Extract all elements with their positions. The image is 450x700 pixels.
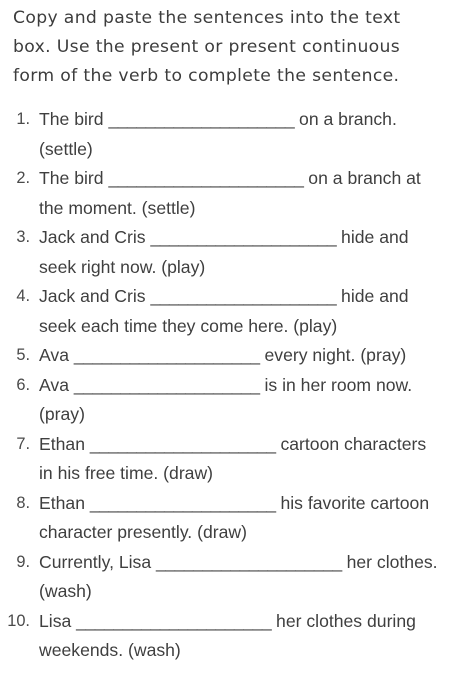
sentence-start: The bird [39,109,109,129]
exercise-item [0,548,450,607]
sentence-start: Jack and Cris [39,227,151,247]
answer-blank: ____________________ [73,374,260,395]
sentence-end: her clothes during weekends. (wash) [39,610,416,660]
item-number: 3. [16,228,30,246]
sentence-start: Ava [39,374,74,395]
exercise-item [0,164,450,223]
answer-blank: ____________________ [89,492,276,513]
sentence-end: is in her room now. (pray) [39,374,413,424]
sentence-end: every night. (pray) [259,345,407,365]
item-number: 6. [16,375,30,394]
sentence-start: Ethan [39,433,90,454]
exercise-item [0,282,450,341]
answer-blank: ____________________ [156,551,342,572]
answer-blank: ____________________ [89,433,276,454]
sentence-start: The bird [39,168,109,188]
exercise-item [0,223,450,282]
sentence-end: her clothes. (wash) [39,551,438,601]
sentence-end: cartoon characters in his free time. (draw) [39,433,427,483]
answer-blank: ____________________ [73,345,260,365]
answer-blank: _____________________ [76,610,272,631]
sentence-end: on a branch at the moment. (settle) [39,168,421,218]
sentence-end: his favorite cartoon character presently. (draw) [39,492,430,542]
answer-blank: _____________________ [108,168,304,188]
sentence-start: Jack and Cris [39,286,151,306]
exercise-item [0,489,450,548]
item-number: 2. [16,169,30,187]
exercise-item [0,341,450,371]
instructions-text: Copy and paste the sentences into the text box. Use the present or present continuous form of the verb to complete the sentence. [13,8,401,86]
exercise-item [0,607,450,666]
sentence-start: Ethan [39,492,90,513]
sentence-end: hide and seek right now. (play) [39,227,409,277]
exercise-item [0,105,450,164]
exercise-item [0,430,450,489]
item-number: 10. [7,611,30,630]
item-number: 9. [16,552,30,571]
sentence-start: Currently, Lisa [39,551,157,572]
answer-blank: ____________________ [150,286,337,306]
item-number: 4. [16,287,30,305]
sentence-end: on a branch. (settle) [39,109,397,159]
exercise-list [0,105,450,666]
sentence-start: Ava [39,345,74,365]
item-number: 5. [16,346,30,364]
answer-blank: ____________________ [150,227,337,247]
sentence-end: hide and seek each time they come here. (play) [39,286,409,336]
answer-blank: ____________________ [108,109,295,129]
sentence-start: Lisa [39,610,77,631]
item-number: 1. [16,110,30,128]
exercise-item [0,371,450,430]
item-number: 7. [16,434,30,453]
item-number: 8. [16,493,30,512]
